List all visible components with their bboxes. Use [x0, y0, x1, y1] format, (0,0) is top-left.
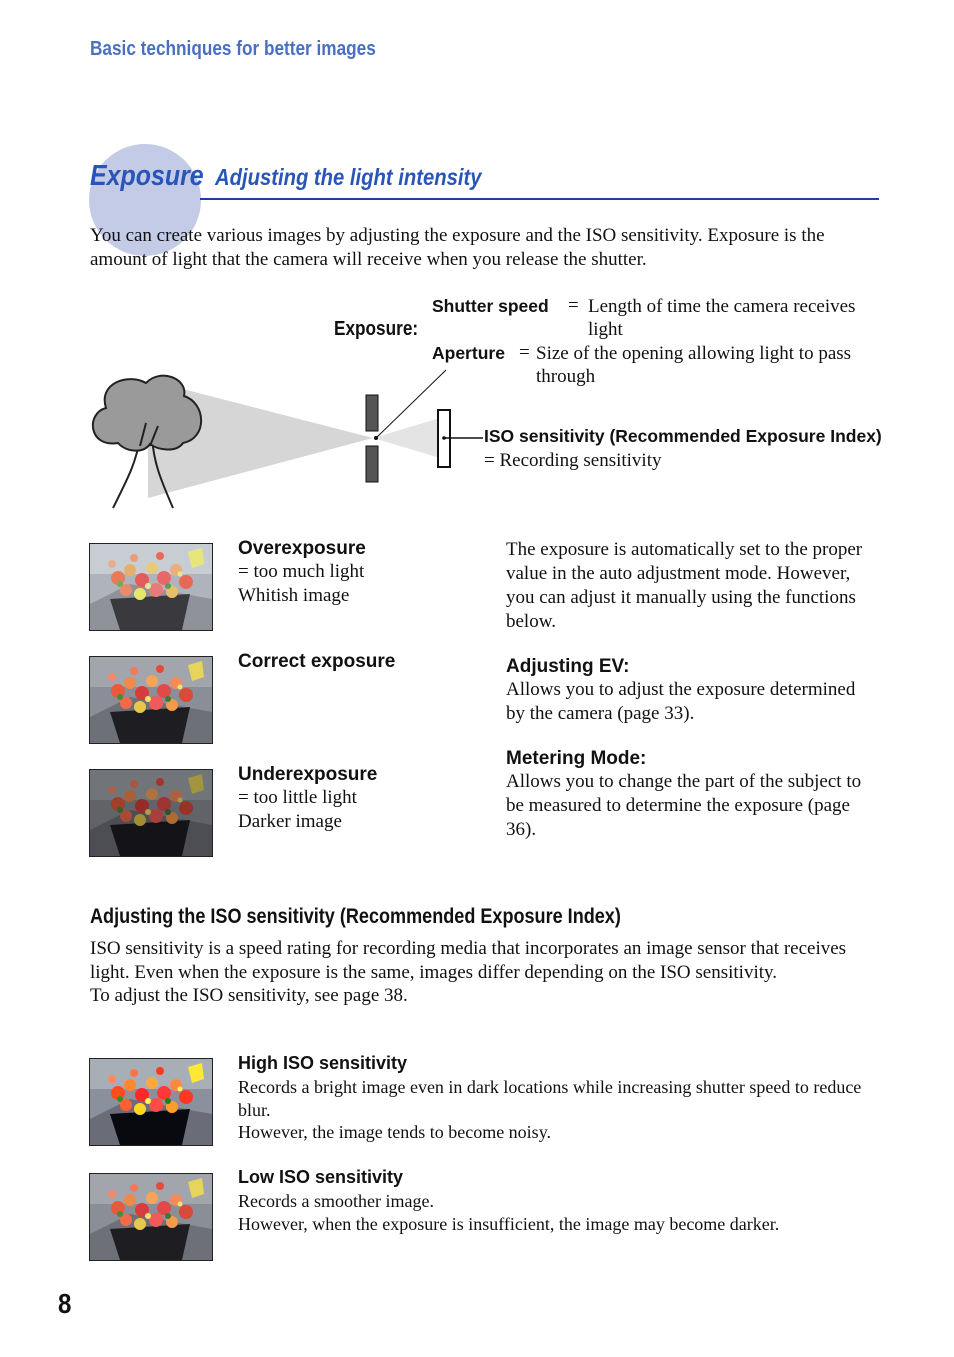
underexposure-title: Underexposure: [238, 764, 378, 785]
underexposure-photo: [89, 769, 213, 857]
metering-mode-text: Allows you to change the part of the subject to be measured to determine the exposure (page 36).: [506, 771, 862, 840]
low-iso-caption: [238, 1167, 878, 1235]
section-title: Exposure: [90, 160, 204, 192]
overexposure-line-1: = too much light: [238, 561, 365, 582]
breadcrumb: Basic techniques for better images: [90, 38, 376, 60]
low-iso-line-2: However, when the exposure is insufficient, the image may become darker.: [238, 1213, 780, 1234]
overexposure-line-2: Whitish image: [238, 584, 350, 606]
iso-section-body: [90, 937, 880, 1008]
adjusting-ev-text: Allows you to adjust the exposure determined by the camera (page 33).: [506, 679, 856, 724]
high-iso-title: High ISO sensitivity: [238, 1053, 408, 1073]
overexposure-photo: [89, 543, 213, 631]
correct-exposure-title: Correct exposure: [238, 651, 396, 672]
iso-definition: [484, 425, 884, 473]
low-iso-line-1: Records a smoother image.: [238, 1191, 434, 1211]
shutter-speed-term: Shutter speed: [432, 296, 549, 316]
aperture-term: Aperture: [432, 343, 505, 363]
underexposure-caption: [238, 764, 488, 833]
high-iso-line-2: However, the image tends to become noisy.: [238, 1122, 552, 1142]
high-iso-photo: [89, 1058, 213, 1146]
underexposure-line-1: = too little light: [238, 787, 357, 808]
exposure-diagram: [88, 368, 548, 513]
low-iso-photo: [89, 1173, 213, 1261]
iso-section-heading: Adjusting the ISO sensitivity (Recommended Exposure Index): [90, 905, 621, 928]
light-cone-inner: [373, 418, 440, 458]
section-divider: [200, 198, 879, 200]
overexposure-title: Overexposure: [238, 538, 366, 559]
low-iso-title: Low ISO sensitivity: [238, 1167, 404, 1187]
adjusting-ev-title: Adjusting EV:: [506, 656, 630, 677]
aperture-definition: Size of the opening allowing light to pass through: [536, 343, 852, 387]
exposure-functions-column: [506, 538, 876, 842]
shutter-equals: =: [568, 295, 579, 316]
iso-definition-text: = Recording sensitivity: [484, 450, 662, 471]
page-number: 8: [58, 1288, 72, 1319]
section-subtitle: Adjusting the light intensity: [215, 164, 482, 190]
high-iso-line-1: Records a bright image even in dark locations while increasing shutter speed to reduce blur.: [238, 1077, 862, 1120]
underexposure-line-2: Darker image: [238, 810, 342, 832]
auto-adjust-text: The exposure is automatically set to the proper value in the auto adjustment mode. However, you can adjust it manually using the functions below.: [506, 539, 863, 632]
correct-exposure-caption: [238, 651, 488, 673]
metering-mode-title: Metering Mode:: [506, 748, 647, 769]
correct-exposure-photo: [89, 656, 213, 744]
intro-paragraph: You can create various images by adjusting the exposure and the ISO sensitivity. Exposure is the amount of light that the camera will receive when you release the shutter.: [90, 225, 825, 270]
shutter-speed-definition: Length of time the camera receives light: [588, 296, 856, 340]
iso-paragraph-1: ISO sensitivity is a speed rating for recording media that incorporates an image sensor that receives light. Even when the exposure is the same, images differ depending on the ISO sensitivity.: [90, 938, 847, 983]
exposure-label: Exposure:: [334, 318, 419, 340]
iso-term: ISO sensitivity (Recommended Exposure Index): [484, 426, 882, 446]
aperture-equals: =: [519, 342, 530, 363]
high-iso-caption: [238, 1053, 878, 1144]
overexposure-caption: [238, 538, 488, 607]
iso-paragraph-2: To adjust the ISO sensitivity, see page 38.: [90, 985, 408, 1006]
